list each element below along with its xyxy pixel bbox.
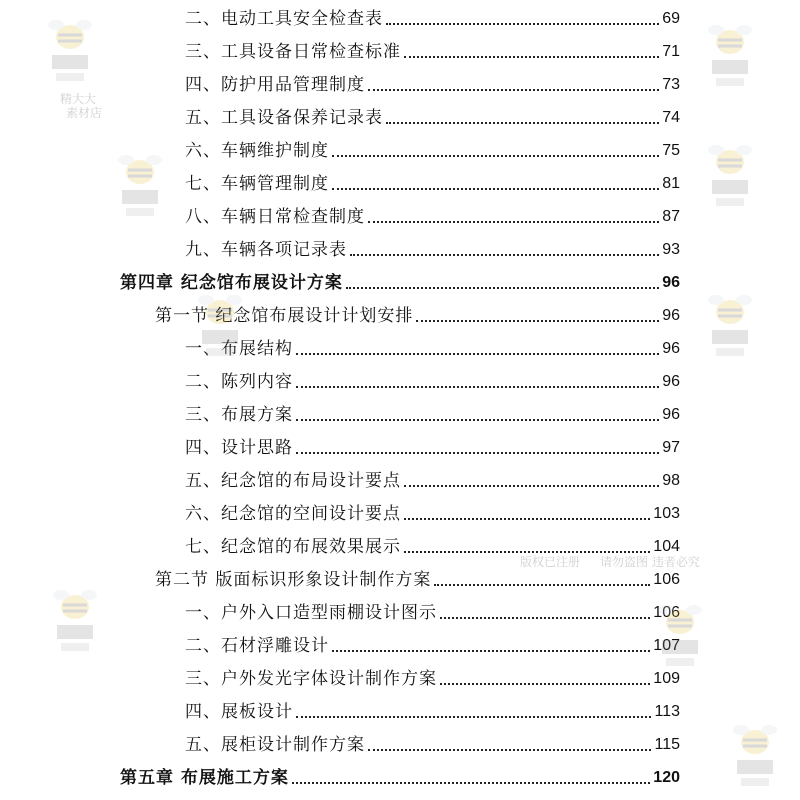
dot-leader: [404, 518, 650, 520]
toc-entry-page: 98: [662, 472, 680, 489]
dot-leader: [386, 122, 659, 124]
dot-leader: [416, 320, 659, 322]
toc-entry-label: 第二节 版面标识形象设计制作方案: [155, 570, 432, 590]
toc-entry[interactable]: [185, 68, 680, 96]
toc-entry[interactable]: [185, 530, 680, 558]
watermark-text: 精大大: [60, 92, 97, 106]
toc-entry-page: 93: [662, 241, 680, 258]
toc-entry-label: 一、布展结构: [185, 339, 293, 359]
toc-section[interactable]: [155, 563, 680, 591]
toc-entry-label: 九、车辆各项记录表: [185, 240, 347, 260]
toc-section[interactable]: [155, 299, 680, 327]
toc-entry-label: 七、车辆管理制度: [185, 174, 329, 194]
toc-entry-page: 96: [662, 340, 680, 357]
dot-leader: [368, 89, 659, 91]
toc-entry[interactable]: [185, 2, 680, 30]
toc-entry-page: 81: [662, 175, 680, 192]
toc-entry-label: 第四章 纪念馆布展设计方案: [120, 273, 343, 293]
toc-entry-page: 73: [662, 76, 680, 93]
dot-leader: [350, 254, 659, 256]
toc-entry[interactable]: [185, 497, 680, 525]
toc-entry[interactable]: [185, 167, 680, 195]
toc-entry[interactable]: [185, 431, 680, 459]
dot-leader: [404, 551, 650, 553]
dot-leader: [434, 584, 650, 586]
toc-entry-page: 96: [662, 307, 680, 324]
toc-entry-page: 75: [662, 142, 680, 159]
toc-entry-page: 96: [662, 406, 680, 423]
toc-entry[interactable]: [185, 332, 680, 360]
toc-entry[interactable]: [185, 662, 680, 690]
toc-entry-page: 71: [662, 43, 680, 60]
dot-leader: [296, 353, 659, 355]
toc-entry[interactable]: [185, 200, 680, 228]
dot-leader: [292, 782, 650, 784]
toc-entry-label: 第五章 布展施工方案: [120, 768, 289, 788]
toc-entry-label: 二、陈列内容: [185, 372, 293, 392]
toc-entry-page: 115: [654, 736, 680, 753]
dot-leader: [346, 287, 659, 289]
toc-entry-label: 三、工具设备日常检查标准: [185, 42, 401, 62]
toc-entry-page: 104: [653, 538, 680, 555]
dot-leader: [296, 386, 659, 388]
toc-entry-label: 三、布展方案: [185, 405, 293, 425]
toc-entry-label: 一、户外入口造型雨棚设计图示: [185, 603, 437, 623]
dot-leader: [404, 485, 659, 487]
toc-entry-page: 107: [653, 637, 680, 654]
toc-entry-label: 四、展板设计: [185, 702, 293, 722]
dot-leader: [368, 749, 651, 751]
dot-leader: [386, 23, 659, 25]
toc-entry-label: 五、工具设备保养记录表: [185, 108, 383, 128]
toc-entry[interactable]: [185, 629, 680, 657]
toc-entry[interactable]: [185, 728, 680, 756]
toc-entry[interactable]: [185, 596, 680, 624]
dot-leader: [404, 56, 659, 58]
toc-entry-label: 七、纪念馆的布展效果展示: [185, 537, 401, 557]
toc-entry-page: 120: [653, 769, 680, 786]
dot-leader: [332, 650, 650, 652]
toc-entry-label: 五、展柜设计制作方案: [185, 735, 365, 755]
toc-entry-label: 四、防护用品管理制度: [185, 75, 365, 95]
toc-entry-page: 69: [662, 10, 680, 27]
toc-entry-page: 97: [662, 439, 680, 456]
toc-entry-page: 96: [662, 274, 680, 291]
dot-leader: [296, 716, 651, 718]
toc-entry[interactable]: [185, 233, 680, 261]
toc-entry[interactable]: [185, 695, 680, 723]
toc-entry-label: 五、纪念馆的布局设计要点: [185, 471, 401, 491]
toc-entry-page: 109: [653, 670, 680, 687]
toc-entry[interactable]: [185, 101, 680, 129]
toc-chapter[interactable]: [120, 266, 680, 294]
toc-entry-label: 二、石材浮雕设计: [185, 636, 329, 656]
toc-entry-label: 第一节 纪念馆布展设计计划安排: [155, 306, 414, 326]
toc-entry-label: 六、车辆维护制度: [185, 141, 329, 161]
dot-leader: [296, 419, 659, 421]
toc-entry-label: 三、户外发光字体设计制作方案: [185, 669, 437, 689]
toc-entry[interactable]: [185, 464, 680, 492]
toc-entry-page: 87: [662, 208, 680, 225]
dot-leader: [332, 188, 659, 190]
toc-entry-page: 106: [653, 604, 680, 621]
dot-leader: [440, 683, 650, 685]
watermark-text: 素材店: [66, 106, 103, 120]
watermark-text: 版权已注册: [520, 555, 581, 569]
toc-entry-page: 74: [662, 109, 680, 126]
toc-entry-page: 103: [653, 505, 680, 522]
dot-leader: [368, 221, 659, 223]
toc-entry[interactable]: [185, 365, 680, 393]
toc-chapter[interactable]: [120, 761, 680, 789]
toc-entry-label: 六、纪念馆的空间设计要点: [185, 504, 401, 524]
toc-entry[interactable]: [185, 35, 680, 63]
dot-leader: [296, 452, 659, 454]
watermark-text: 请勿盗图 违者必究: [600, 555, 700, 569]
toc-entry-label: 二、电动工具安全检查表: [185, 9, 383, 29]
toc-entry-label: 四、设计思路: [185, 438, 293, 458]
toc-entry[interactable]: [185, 134, 680, 162]
toc-entry-page: 113: [654, 703, 680, 720]
dot-leader: [440, 617, 650, 619]
toc-entry-page: 106: [653, 571, 680, 588]
toc-entry-label: 八、车辆日常检查制度: [185, 207, 365, 227]
dot-leader: [332, 155, 659, 157]
toc-entry-page: 96: [662, 373, 680, 390]
toc-entry[interactable]: [185, 398, 680, 426]
